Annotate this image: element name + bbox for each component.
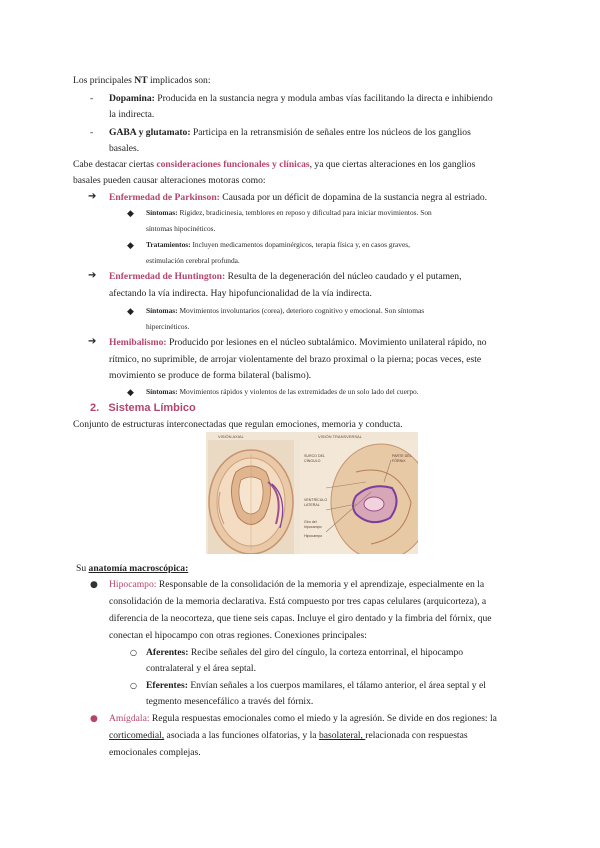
- amigdala-line3: emocionales complejas.: [109, 747, 201, 758]
- section-number: 2.: [90, 402, 100, 414]
- amigdala-line1: [109, 711, 497, 728]
- aferentes-line1: [146, 645, 463, 662]
- intro-text-end: implicados son:: [147, 75, 211, 86]
- section-title: Sistema Límbico: [108, 402, 196, 414]
- arrow-icon: ➔: [88, 336, 97, 347]
- term-gaba: GABA y glutamato:: [109, 127, 191, 138]
- huntington-desc: Resulta de la degeneración del núcleo caudado y el putamen,: [225, 271, 462, 282]
- nt-item-dopamina: [109, 91, 493, 108]
- consid-highlight: consideraciones funcionales y clínicas: [156, 159, 310, 170]
- nt-item-gaba: [109, 125, 471, 142]
- list-bullet: -: [90, 93, 94, 104]
- figure-label: Giro del hipocampo: [304, 520, 322, 529]
- parkinson-sintomas-text: Rigidez, bradicinesia, temblores en reposo y dificultad para iniciar movimientos. Son: [177, 208, 432, 217]
- hemibalismo-line2: rítmico, no suprimible, de arrojar violentamente del brazo proximal o la pierna; pocas veces, este: [109, 354, 482, 365]
- hemibalismo-desc: Producido por lesiones en el núcleo subtalámico. Movimiento unilateral rápido, no: [166, 337, 487, 348]
- bullet-dot-icon: ●: [90, 714, 98, 724]
- hipocampo-title: Hipocampo:: [109, 579, 157, 590]
- huntington-sintomas-text: Movimientos involuntarios (corea), deterioro cognitivo y emocional. Son síntomas: [177, 306, 425, 315]
- sintomas-label: Síntomas:: [146, 387, 178, 396]
- hipocampo-line1: [109, 577, 527, 594]
- arrow-icon: ➔: [88, 191, 97, 202]
- arrow-icon: ➔: [88, 270, 97, 281]
- huntington-sintomas: [146, 303, 424, 319]
- diamond-bullet-icon: ◆: [127, 241, 134, 251]
- eferentes-line2: tegmento mesencefálico a través del fórnix.: [146, 696, 314, 707]
- parkinson-trat-line2: estimulación cerebral profunda.: [146, 256, 240, 265]
- anatomy-line: [76, 561, 188, 578]
- section-heading: [90, 400, 196, 417]
- aferentes-label: Aferentes:: [146, 647, 189, 658]
- figure-caption-left: VISIÓN AXIAL: [218, 434, 244, 439]
- aferentes-text: Recibe señales del giro del cíngulo, la corteza entorrinal, el hipocampo: [188, 647, 464, 658]
- circle-bullet-icon: ○: [130, 681, 137, 690]
- diamond-bullet-icon: ◆: [127, 388, 134, 398]
- anatomy-heading: anatomía macroscópica:: [88, 563, 189, 574]
- hemibalismo-title: Hemibalismo:: [109, 337, 167, 348]
- aferentes-line2: contralateral y el área septal.: [146, 663, 256, 674]
- anatomy-text: Su: [76, 563, 89, 574]
- intro-bold: NT: [134, 75, 148, 86]
- consid-line1: [73, 157, 475, 174]
- amigdala-text-mid: asociada a las funciones olfatorias, y la: [164, 730, 319, 741]
- hipocampo-text: Responsable de la consolidación de la memoria y el aprendizaje, especialmente en la: [156, 579, 485, 590]
- bullet-dot-icon: ●: [90, 580, 98, 590]
- amigdala-corticomedial: corticomedial,: [109, 730, 165, 741]
- amigdala-text: Regula respuestas emocionales como el miedo y la agresión. Se divide en dos regiones: la: [149, 713, 497, 724]
- nt-dopamina-line2: la indirecta.: [109, 109, 155, 120]
- figure-label: VENTRÍCULO LATERAL: [304, 498, 328, 507]
- parkinson-tratamientos: [146, 237, 410, 253]
- section-desc: Conjunto de estructuras interconectadas que regulan emociones, memoria y conducta.: [73, 419, 403, 430]
- amigdala-basolateral: basolateral,: [318, 730, 366, 741]
- tratamientos-label: Tratamientos:: [146, 240, 191, 249]
- hemibalismo-line3: movimiento se produce de forma bilateral (balismo).: [109, 370, 312, 381]
- intro-line: [73, 73, 211, 90]
- sintomas-label: Síntomas:: [146, 208, 178, 217]
- nt-gaba-line2: basales.: [109, 143, 140, 154]
- parkinson-title: Enfermedad de Parkinson:: [109, 192, 220, 203]
- parkinson-desc: Causada por un déficit de dopamina de la sustancia negra al estriado.: [219, 192, 488, 203]
- diamond-bullet-icon: ◆: [127, 307, 134, 317]
- hemibalismo-item: [109, 335, 487, 352]
- eferentes-text: Envían señales a los cuerpos mamilares, el tálamo anterior, el área septal y el: [187, 680, 486, 691]
- intro-text: Los principales: [73, 75, 135, 86]
- huntington-sintomas-line2: hipercinéticos.: [146, 322, 190, 331]
- eferentes-label: Eferentes:: [146, 680, 188, 691]
- parkinson-trat-text: Incluyen medicamentos dopaminérgicos, terapia física y, en casos graves,: [190, 240, 410, 249]
- eferentes-line1: [146, 678, 486, 695]
- sintomas-label: Síntomas:: [146, 306, 178, 315]
- nt-dopamina-text: Producida en la sustancia negra y modula ambas vías facilitando la directa e inhibiendo: [154, 93, 493, 104]
- amigdala-line2: [109, 728, 468, 745]
- consid-line2: basales pueden causar alteraciones motoras como:: [73, 175, 266, 186]
- figure-label: SURCO DEL CÍNGULO: [304, 454, 325, 463]
- limbic-figure: [206, 432, 418, 554]
- hipocampo-line2: consolidación de la memoria declarativa. Está compuesto por tres capas celulares (arquicorteza), a: [109, 596, 487, 607]
- nt-gaba-text: Participa en la retransmisión de señales entre los núcleos de los ganglios: [190, 127, 471, 138]
- amigdala-text-end: relacionada con respuestas: [365, 730, 468, 741]
- list-bullet: -: [90, 127, 94, 138]
- hemibalismo-sintomas: [146, 384, 419, 400]
- parkinson-sintomas: [146, 205, 432, 221]
- hemibalismo-sintomas-text: Movimientos rápidos y violentos de las extremidades de un solo lado del cuerpo.: [177, 387, 419, 396]
- hipocampo-line4: conectan el hipocampo con otras regiones. Conexiones principales:: [109, 630, 367, 641]
- consid-text: Cabe destacar ciertas: [73, 159, 157, 170]
- huntington-line2: afectando la vía indirecta. Hay hipofuncionalidad de la vía indirecta.: [109, 288, 372, 299]
- diamond-bullet-icon: ◆: [127, 209, 134, 219]
- figure-caption-right: VISIÓN TRANSVERSAL: [318, 434, 362, 439]
- huntington-title: Enfermedad de Huntington:: [109, 271, 226, 282]
- figure-label: Hipocampo: [304, 534, 323, 538]
- term-dopamina: Dopamina:: [109, 93, 155, 104]
- amigdala-title: Amígdala:: [109, 713, 150, 724]
- huntington-item: [109, 269, 462, 286]
- parkinson-sintomas-line2: síntomas hipocinéticos.: [146, 224, 216, 233]
- circle-bullet-icon: ○: [130, 648, 137, 657]
- figure-label: PARTE DEL FÓRNIX: [392, 454, 412, 463]
- hipocampo-line3: diferencia de la neocorteza, que tiene seis capas. Incluye el giro dentado y la fimbria del fórnix, que: [109, 613, 492, 624]
- consid-text-end: , ya que ciertas alteraciones en los ganglios: [309, 159, 476, 170]
